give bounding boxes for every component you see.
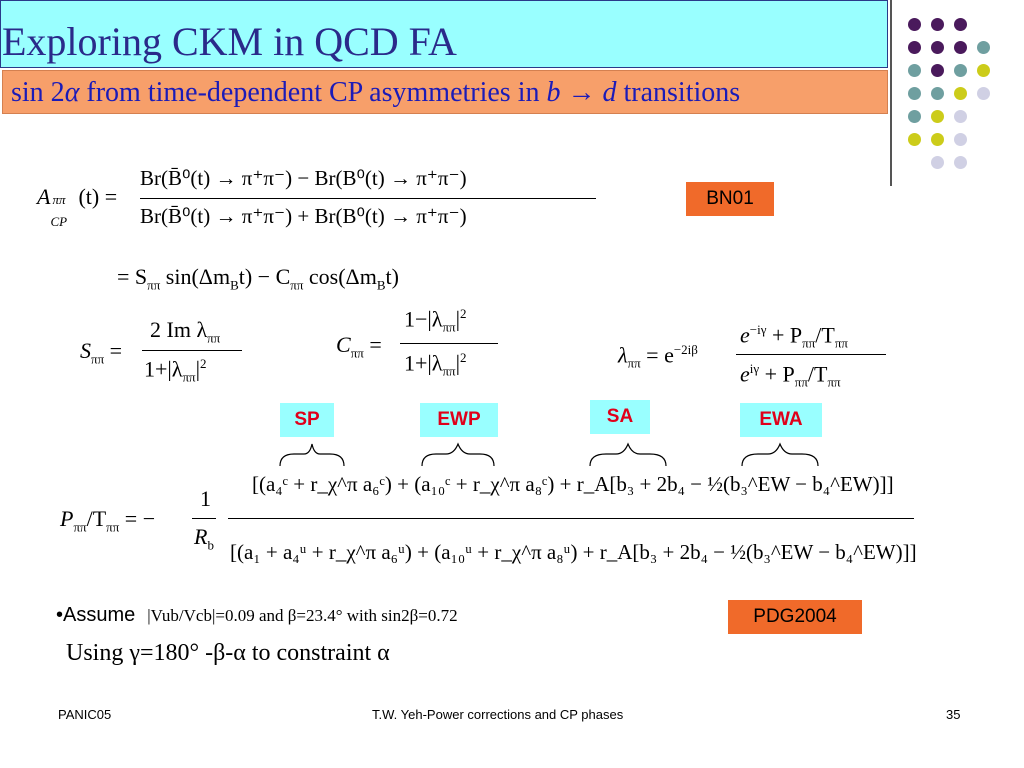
eq-equals: = bbox=[369, 332, 382, 357]
eq-part: t) bbox=[385, 264, 399, 289]
acp-expansion bbox=[117, 264, 399, 293]
slide-title: Exploring CKM in QCD FA bbox=[2, 19, 457, 64]
eq-part: /T bbox=[815, 322, 835, 348]
eq-part: /T bbox=[86, 506, 107, 531]
acp-symbol: A bbox=[37, 184, 51, 209]
c-lhs bbox=[336, 332, 382, 361]
subtitle-arrow: → bbox=[560, 77, 603, 108]
eq-part: | bbox=[455, 306, 461, 332]
c-numerator bbox=[404, 306, 467, 336]
tag-pdg2004: PDG2004 bbox=[728, 600, 862, 634]
decor-divider bbox=[890, 0, 892, 186]
brace-sa bbox=[590, 444, 666, 466]
eq-part: cos(Δm bbox=[303, 264, 377, 289]
eq-part: e bbox=[740, 361, 750, 387]
decor-dot bbox=[908, 41, 921, 54]
decor-dot bbox=[908, 110, 921, 123]
decor-dot bbox=[908, 64, 921, 77]
eq-part: e bbox=[740, 322, 750, 348]
eq-sup: 2 bbox=[460, 306, 467, 321]
decor-dot bbox=[931, 87, 944, 100]
eq-sub: ππ bbox=[207, 330, 221, 346]
lambda-denominator bbox=[740, 361, 841, 391]
footer-title: T.W. Yeh-Power corrections and CP phases bbox=[372, 707, 624, 722]
pt-main-bar bbox=[228, 518, 914, 519]
lambda-numerator bbox=[740, 322, 848, 352]
eq-part: P bbox=[60, 506, 74, 531]
decor-dot bbox=[931, 133, 944, 146]
eq-part: 1−|λ bbox=[404, 306, 443, 332]
decor-dot bbox=[954, 156, 967, 169]
acp-lhs bbox=[37, 184, 118, 229]
term-braces bbox=[250, 440, 850, 470]
eq-part: | bbox=[455, 350, 461, 376]
decor-dot bbox=[908, 18, 921, 31]
eq-sup: iγ bbox=[749, 361, 760, 376]
eq-sup: 2 bbox=[460, 350, 467, 365]
pt-denominator: [(a₁ + a₄ᵘ + r_χ^π a₆ᵘ) + (a₁₀ᵘ + r_χ^π a₈ᵘ) + r_A[b₃ + 2b₄ − ½(b₃^EW − b₄^EW)]] bbox=[230, 540, 917, 564]
acp-numerator: Br(B̄⁰(t) → π⁺π⁻) − Br(B⁰(t) → π⁺π⁻) bbox=[140, 166, 467, 190]
eq-sub: ππ bbox=[147, 277, 161, 293]
eq-sub: ππ bbox=[442, 319, 456, 335]
pt-rb-bar bbox=[192, 518, 216, 519]
eq-sub: B bbox=[230, 277, 239, 293]
s-numerator bbox=[150, 317, 220, 346]
subtitle-alpha: α bbox=[64, 77, 80, 108]
acp-fraction-bar bbox=[140, 198, 596, 199]
pt-numerator: [(a₄ᶜ + r_χ^π a₆ᶜ) + (a₁₀ᶜ + r_χ^π a₈ᶜ) + r_A[b₃ + 2b₄ − ½(b₃^EW − b₄^EW)]] bbox=[252, 472, 894, 496]
decor-dot bbox=[931, 18, 944, 31]
pt-rb-denominator bbox=[194, 524, 214, 553]
decor-dot bbox=[908, 87, 921, 100]
subtitle-b: b bbox=[546, 77, 561, 108]
eq-part: = − bbox=[124, 506, 156, 531]
eq-part: = e bbox=[646, 342, 674, 368]
eq-sub: B bbox=[376, 277, 386, 293]
tag-sa: SA bbox=[590, 400, 650, 434]
eq-sub: ππ bbox=[827, 374, 841, 390]
eq-sub: b bbox=[207, 537, 214, 553]
c-symbol: C bbox=[336, 332, 351, 357]
eq-sup: −iγ bbox=[749, 322, 767, 337]
decor-dot bbox=[931, 110, 944, 123]
acp-sub: CP bbox=[50, 214, 68, 229]
eq-sub: ππ bbox=[627, 355, 641, 371]
decor-dot-grid bbox=[896, 12, 1024, 172]
eq-part: R bbox=[194, 524, 208, 549]
slide-subtitle bbox=[11, 77, 740, 109]
decor-dot bbox=[954, 41, 967, 54]
decor-dot bbox=[931, 41, 944, 54]
eq-sub: ππ bbox=[290, 277, 304, 293]
subtitle-d: d bbox=[602, 77, 617, 108]
eq-sup: −2iβ bbox=[673, 342, 698, 357]
decor-dot bbox=[977, 41, 990, 54]
lambda-lhs bbox=[618, 342, 698, 372]
decor-dot bbox=[977, 87, 990, 100]
s-denominator bbox=[144, 356, 207, 386]
assume-bullet: •Assume bbox=[56, 604, 136, 626]
eq-sub: ππ bbox=[106, 519, 120, 535]
tag-ewp: EWP bbox=[420, 403, 498, 437]
using-line: Using γ=180° -β-α to constraint α bbox=[66, 640, 390, 666]
eq-part: 1+|λ bbox=[404, 350, 443, 376]
acp-arg: (t) = bbox=[78, 184, 118, 209]
decor-dot bbox=[931, 64, 944, 77]
brace-ewp bbox=[422, 444, 494, 466]
lambda-symbol: λ bbox=[618, 342, 628, 368]
s-fraction-bar bbox=[142, 350, 242, 351]
pt-rb-numerator: 1 bbox=[200, 486, 211, 511]
eq-sub: ππ bbox=[442, 363, 456, 379]
eq-sub: ππ bbox=[802, 335, 816, 351]
decor-dot bbox=[977, 64, 990, 77]
lambda-fraction-bar bbox=[736, 354, 886, 355]
acp-sup: ππ bbox=[52, 192, 66, 207]
eq-part: + P bbox=[766, 322, 803, 348]
eq-sub: ππ bbox=[350, 345, 364, 361]
c-denominator bbox=[404, 350, 467, 380]
decor-dot bbox=[908, 133, 921, 146]
decor-dot bbox=[931, 156, 944, 169]
s-symbol: S bbox=[80, 338, 91, 363]
assume-line bbox=[56, 604, 458, 627]
eq-part: t) − C bbox=[238, 264, 291, 289]
eq-part: | bbox=[195, 356, 201, 382]
decor-dot bbox=[954, 87, 967, 100]
pt-lhs bbox=[60, 506, 155, 535]
eq-part: /T bbox=[807, 361, 828, 387]
eq-part: sin(Δm bbox=[160, 264, 231, 289]
decor-dot bbox=[954, 110, 967, 123]
eq-sub: ππ bbox=[834, 335, 848, 351]
brace-ewa bbox=[742, 444, 818, 466]
footer-conference: PANIC05 bbox=[58, 707, 112, 722]
eq-sub: ππ bbox=[91, 351, 105, 367]
footer-page-number: 35 bbox=[946, 707, 961, 722]
eq-sub: ππ bbox=[182, 369, 196, 385]
brace-sp bbox=[280, 444, 344, 466]
subtitle-part: sin 2 bbox=[11, 77, 65, 108]
subtitle-part: from time-dependent CP asymmetries in bbox=[79, 77, 547, 108]
eq-sub: ππ bbox=[794, 374, 808, 390]
eq-sub: ππ bbox=[73, 519, 87, 535]
subtitle-part: transitions bbox=[616, 77, 741, 108]
assume-values: |Vub/Vcb|=0.09 and β=23.4° with sin2β=0.72 bbox=[147, 606, 458, 625]
eq-part: 1+|λ bbox=[144, 356, 183, 382]
subtitle-banner bbox=[2, 70, 888, 114]
s-lhs bbox=[80, 338, 122, 367]
tag-ewa: EWA bbox=[740, 403, 822, 437]
decor-dot bbox=[954, 133, 967, 146]
acp-denominator: Br(B̄⁰(t) → π⁺π⁻) + Br(B⁰(t) → π⁺π⁻) bbox=[140, 204, 467, 228]
eq-part: + P bbox=[759, 361, 795, 387]
c-fraction-bar bbox=[400, 343, 498, 344]
tag-sp: SP bbox=[280, 403, 334, 437]
eq-part: 2 Im λ bbox=[150, 317, 208, 342]
tag-bn01: BN01 bbox=[686, 182, 774, 216]
eq-equals: = bbox=[109, 338, 123, 363]
decor-dot bbox=[954, 64, 967, 77]
decor-dot bbox=[954, 18, 967, 31]
eq-sup: 2 bbox=[200, 356, 207, 371]
eq-part: = S bbox=[117, 264, 148, 289]
